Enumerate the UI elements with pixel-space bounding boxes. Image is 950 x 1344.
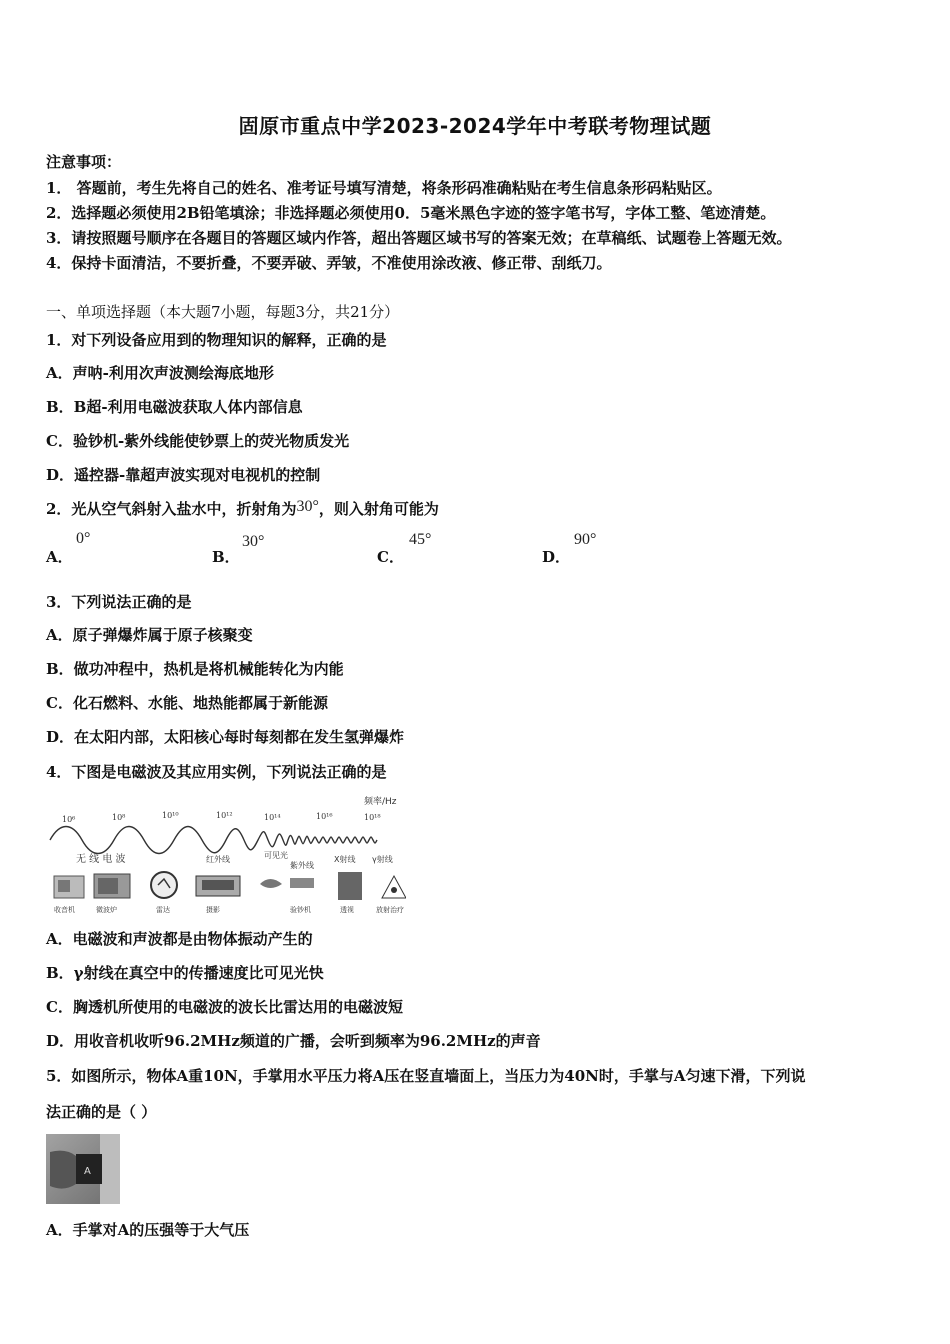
radiation-icon-core [391,887,397,893]
section-heading: 一、单项选择题（本大题7小题，每题3分，共21分） [46,303,400,321]
em-wave [50,827,377,854]
band-label: X射线 [334,855,356,864]
question-2-option-value: 45° [409,531,432,548]
question-5-stem-cont: 法正确的是（ ） [46,1103,157,1121]
freq-tick: 10¹⁶ [316,812,333,821]
wall [100,1134,120,1204]
em-spectrum-diagram [46,792,406,916]
app-label: 验钞机 [290,906,311,914]
question-1-stem: 1．对下列设备应用到的物理知识的解释，正确的是 [46,331,387,349]
app-label: 放射治疗 [376,906,404,914]
question-2-option-value: 0° [76,530,91,547]
question-1-option: B．B超-利用电磁波获取人体内部信息 [46,398,303,416]
freq-label: 频率/Hz [364,797,397,807]
money-detector-icon [290,878,314,888]
question-2-option-letter: A． [46,548,73,566]
freq-tick: 10¹² [216,811,233,820]
page-title: 固原市重点中学2023-2024学年中考联考物理试题 [238,114,712,138]
app-label: 透视 [340,906,354,914]
question-2-stem-angle: 30° [296,498,319,515]
question-4-option: D．用收音机收听96.2MHz频道的广播，会听到频率为96.2MHz的声音 [46,1032,541,1050]
question-3-option: B．做功冲程中，热机是将机械能转化为内能 [46,660,344,678]
question-3-stem: 3．下列说法正确的是 [46,593,192,611]
question-4-option: C．胸透机所使用的电磁波的波长比雷达用的电磁波短 [46,998,403,1016]
band-label: 红外线 [206,855,230,864]
notice-item: 1． 答题前，考生先将自己的姓名、准考证号填写清楚，将条形码准确粘贴在考生信息条形码粘贴区。 [46,179,722,197]
freq-tick: 10¹⁸ [364,813,381,822]
hand-wall-figure [46,1134,120,1204]
microwave-icon-door [98,878,118,894]
freq-tick: 10⁸ [112,813,126,822]
notice-item: 4．保持卡面清洁，不要折叠，不要弄破、弄皱，不准使用涂改液、修正带、刮纸刀。 [46,254,612,272]
app-label: 微波炉 [96,906,117,914]
question-3-option: D．在太阳内部，太阳核心每时每刻都在发生氢弹爆炸 [46,728,405,746]
hand [50,1151,76,1189]
freq-tick: 10⁶ [62,815,76,824]
question-2-stem-pre: 2．光从空气斜射入盐水中，折射角为 [46,500,297,518]
app-label: 摄影 [206,906,220,914]
app-label: 雷达 [156,906,170,914]
notice-heading: 注意事项： [46,153,122,171]
radar-icon [151,872,177,898]
question-2-option-value: 30° [242,533,265,550]
band-label: 可见光 [264,851,288,860]
band-label: 无 线 电 波 [76,854,126,865]
freq-tick: 10¹⁰ [162,811,179,820]
notice-item: 2．选择题必须使用2B铅笔填涂；非选择题必须使用0．5毫米黑色字迹的签字笔书写，字体工整、笔迹清楚。 [46,204,776,222]
question-1-option: D．遥控器-靠超声波实现对电视机的控制 [46,466,321,484]
band-label: γ射线 [372,855,393,864]
question-2-stem [46,499,439,520]
xray-hand-icon [338,872,362,900]
band-label: 紫外线 [290,861,314,870]
question-5-option: A．手掌对A的压强等于大气压 [46,1221,250,1239]
question-4-stem: 4．下图是电磁波及其应用实例，下列说法正确的是 [46,763,387,781]
question-2-option-letter: D． [542,548,571,566]
app-label: 收音机 [54,906,75,914]
block-a-label: A [84,1166,91,1177]
freq-tick: 10¹⁴ [264,813,281,822]
em-spectrum-figure [46,792,406,916]
notice-item: 3．请按照题号顺序在各题目的答题区域内作答，超出答题区域书写的答案无效；在草稿纸、试题卷上答题无效。 [46,229,792,247]
question-2-option-letter: B． [212,548,240,566]
question-4-option: B．γ射线在真空中的传播速度比可见光快 [46,964,324,982]
question-1-option: C．验钞机-紫外线能使钞票上的荧光物质发光 [46,432,350,450]
camera-icon-lens [202,880,234,890]
eye-icon [260,879,282,888]
radio-icon-speaker [58,880,70,892]
question-4-option: A．电磁波和声波都是由物体振动产生的 [46,930,313,948]
question-3-option: C．化石燃料、水能、地热能都属于新能源 [46,694,328,712]
question-1-option: A．声呐-利用次声波测绘海底地形 [46,364,274,382]
question-2-option-letter: C． [377,548,404,566]
question-2-stem-post: ，则入射角可能为 [318,500,439,518]
question-5-stem: 5．如图所示，物体A重10N，手掌用水平压力将A压在竖直墙面上，当压力为40N时，手掌与A匀速下滑，下列说 [46,1067,806,1085]
hand-wall-photo [46,1134,120,1204]
question-2-option-value: 90° [574,531,597,548]
question-3-option: A．原子弹爆炸属于原子核聚变 [46,626,253,644]
